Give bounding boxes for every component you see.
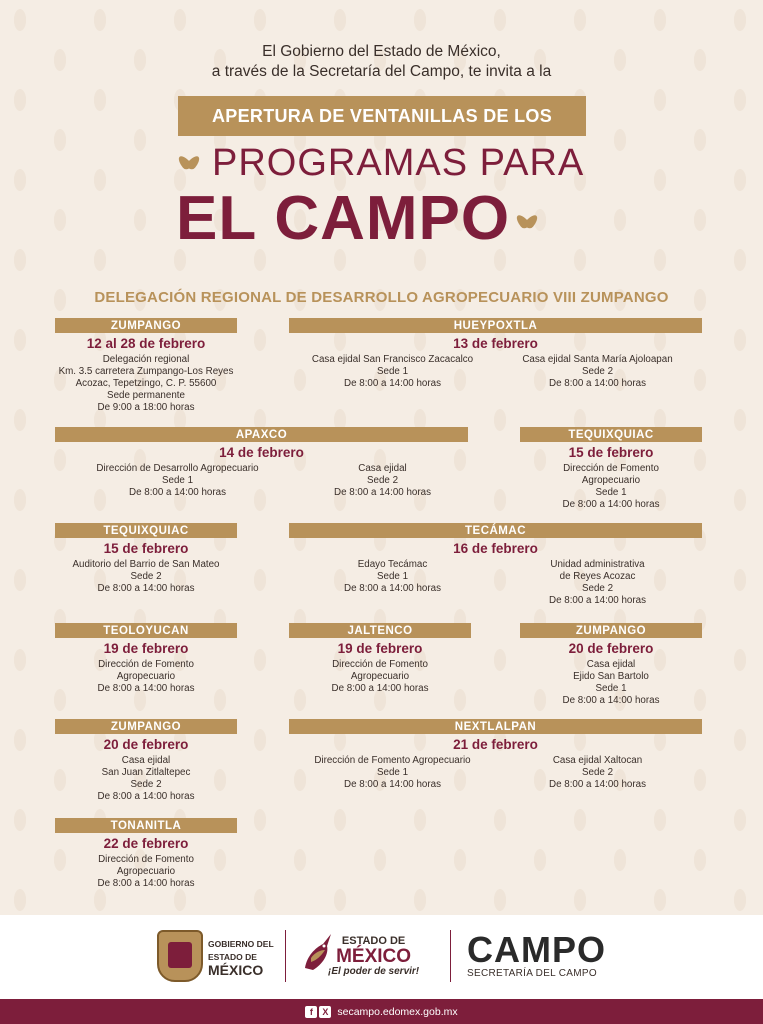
band-apaxco: APAXCO [55, 427, 468, 442]
info-line: Agropecuario [581, 475, 641, 486]
info-line: De 8:00 a 14:00 horas [129, 487, 226, 498]
info-line: Sede 2 [581, 583, 614, 594]
divider [285, 930, 286, 982]
info-line: Auditorio del Barrio de San Mateo [72, 559, 220, 570]
info-line: De 8:00 a 14:00 horas [97, 583, 195, 594]
info-line: Sede permanente [107, 390, 185, 401]
info-hueypoxtla-sede2 [495, 354, 700, 390]
info-line: Sede 1 [595, 487, 627, 498]
campo-logo-text [467, 929, 606, 979]
banner-apertura: APERTURA DE VENTANILLAS DE LOS [178, 96, 586, 136]
info-line: Casa ejidal [121, 755, 171, 766]
band-zumpango: ZUMPANGO [55, 318, 237, 333]
info-nextlalpan-sede2 [495, 755, 700, 791]
info-apaxco-sede1 [70, 463, 285, 499]
gov-line-3: MÉXICO [208, 962, 264, 978]
info-line: Sede 2 [130, 571, 162, 582]
gov-line-2: ESTADO DE [208, 952, 257, 962]
info-line: De 8:00 a 14:00 horas [97, 791, 195, 802]
info-line: De 8:00 a 14:00 horas [562, 695, 660, 706]
info-line: de Reyes Acozac [559, 571, 636, 582]
info-line: Sede 2 [366, 475, 399, 486]
campo-title: CAMPO [467, 929, 606, 970]
date-tecamac: 16 de febrero [453, 541, 538, 556]
footer-url-bar [0, 999, 763, 1024]
edomex-slogan: ¡El poder de servir! [328, 966, 420, 977]
edomex-logo-text [328, 935, 419, 977]
x-icon[interactable]: X [319, 1006, 331, 1018]
band-teoloyucan: TEOLOYUCAN [55, 623, 237, 638]
info-line: Sede 1 [376, 571, 409, 582]
info-jaltenco [289, 659, 471, 695]
leaf-icon [176, 152, 202, 174]
date-zumpango: 20 de febrero [103, 737, 189, 752]
gobierno-logo-text [208, 938, 274, 977]
info-line: Dirección de Fomento [98, 854, 194, 865]
date-tequixquiac: 15 de febrero [103, 541, 189, 556]
title-line-2 [176, 183, 596, 253]
info-line: De 8:00 a 14:00 horas [344, 583, 441, 594]
title-programas: PROGRAMAS PARA [212, 141, 585, 184]
band-zumpango: ZUMPANGO [520, 623, 702, 638]
band-hueypoxtla: HUEYPOXTLA [289, 318, 702, 333]
info-line: De 8:00 a 14:00 horas [549, 378, 646, 389]
edomex-line-1: ESTADO DE [341, 935, 406, 947]
info-teoloyucan [55, 659, 237, 695]
info-line: Dirección de Fomento [98, 659, 194, 670]
title-el-campo: EL CAMPO [176, 183, 511, 253]
info-line: Sede 2 [581, 366, 614, 377]
band-tonanitla: TONANITLA [55, 818, 237, 833]
info-tecamac-sede2 [495, 559, 700, 607]
info-line: Dirección de Fomento Agropecuario [314, 755, 471, 766]
info-line: Sede 1 [595, 683, 627, 694]
info-line: Agropecuario [116, 866, 176, 877]
band-jaltenco: JALTENCO [289, 623, 471, 638]
state-seal-icon [157, 930, 203, 982]
info-line: Delegación regional [102, 354, 190, 365]
info-nextlalpan-sede1 [290, 755, 495, 791]
date-tonanitla: 22 de febrero [103, 836, 189, 851]
date-tequixquiac: 15 de febrero [568, 445, 654, 460]
info-line: Casa ejidal [586, 659, 636, 670]
info-line: De 8:00 a 14:00 horas [331, 683, 429, 694]
info-line: De 8:00 a 14:00 horas [344, 378, 441, 389]
info-line: De 8:00 a 14:00 horas [334, 487, 431, 498]
info-line: De 8:00 a 14:00 horas [562, 499, 660, 510]
info-line: Sede 1 [161, 475, 194, 486]
social-icons [305, 1006, 331, 1018]
title-line-1 [176, 140, 596, 186]
band-zumpango: ZUMPANGO [55, 719, 237, 734]
info-line: Casa ejidal Xaltocan [552, 755, 643, 766]
band-nextlalpan: NEXTLALPAN [289, 719, 702, 734]
date-teoloyucan: 19 de febrero [103, 641, 189, 656]
intro-line-1: El Gobierno del Estado de México, [262, 43, 501, 60]
band-tequixquiac: TEQUIXQUIAC [55, 523, 237, 538]
date-nextlalpan: 21 de febrero [453, 737, 538, 752]
info-line: Sede 2 [581, 767, 614, 778]
delegation-title: DELEGACIÓN REGIONAL DE DESARROLLO AGROPECUARIO VIII ZUMPANGO [94, 289, 669, 306]
info-line: Sede 1 [376, 767, 409, 778]
info-line: Casa ejidal San Francisco Zacacalco [311, 354, 474, 365]
info-line: Ejido San Bartolo [573, 671, 649, 682]
gov-line-1: GOBIERNO DEL [208, 939, 274, 949]
info-zumpango [520, 659, 702, 707]
band-tecamac: TECÁMAC [289, 523, 702, 538]
info-line: Dirección de Fomento [332, 659, 428, 670]
date-zumpango: 20 de febrero [568, 641, 654, 656]
info-tonanitla [55, 854, 237, 890]
info-hueypoxtla-sede1 [290, 354, 495, 390]
band-tequixquiac: TEQUIXQUIAC [520, 427, 702, 442]
info-apaxco-sede2 [300, 463, 465, 499]
info-line: De 8:00 a 14:00 horas [344, 779, 441, 790]
info-line: Edayo Tecámac [357, 559, 428, 570]
info-line: Sede 2 [130, 779, 162, 790]
info-line: Dirección de Fomento [563, 463, 659, 474]
info-tequixquiac [520, 463, 702, 511]
intro-line-2: a través de la Secretaría del Campo, te invita a la [211, 63, 552, 80]
info-tequixquiac [40, 559, 252, 595]
date-zumpango: 12 al 28 de febrero [86, 336, 206, 351]
info-tecamac-sede1 [290, 559, 495, 595]
info-line: Agropecuario [116, 671, 176, 682]
divider [450, 930, 451, 982]
info-line: Unidad administrativa [550, 559, 645, 570]
info-line: De 8:00 a 14:00 horas [97, 683, 195, 694]
website-link[interactable]: secampo.edomex.gob.mx [337, 1005, 458, 1018]
date-apaxco: 14 de febrero [219, 445, 304, 460]
info-line: De 8:00 a 14:00 horas [549, 595, 646, 606]
info-line: Sede 1 [376, 366, 409, 377]
campo-subtitle: SECRETARÍA DEL CAMPO [467, 968, 597, 979]
info-line: Km. 3.5 carretera Zumpango-Los Reyes [58, 366, 234, 377]
edomex-line-2: MÉXICO [336, 946, 412, 967]
info-zumpango [40, 354, 252, 414]
info-line: Casa ejidal Santa María Ajoloapan [522, 354, 673, 365]
info-line: San Juan Zitlaltepec [101, 767, 191, 778]
info-line: De 8:00 a 14:00 horas [549, 779, 646, 790]
date-jaltenco: 19 de febrero [337, 641, 423, 656]
info-zumpango [55, 755, 237, 803]
info-line: Casa ejidal [358, 463, 407, 474]
info-line: De 8:00 a 14:00 horas [97, 878, 195, 889]
facebook-icon[interactable]: f [305, 1006, 317, 1018]
date-hueypoxtla: 13 de febrero [453, 336, 538, 351]
info-line: Agropecuario [350, 671, 410, 682]
info-line: De 9:00 a 18:00 horas [97, 402, 195, 413]
info-line: Acozac, Tepetzingo, C. P. 55600 [75, 378, 217, 389]
info-line: Dirección de Desarrollo Agropecuario [96, 463, 259, 474]
leaf-icon [514, 211, 540, 233]
